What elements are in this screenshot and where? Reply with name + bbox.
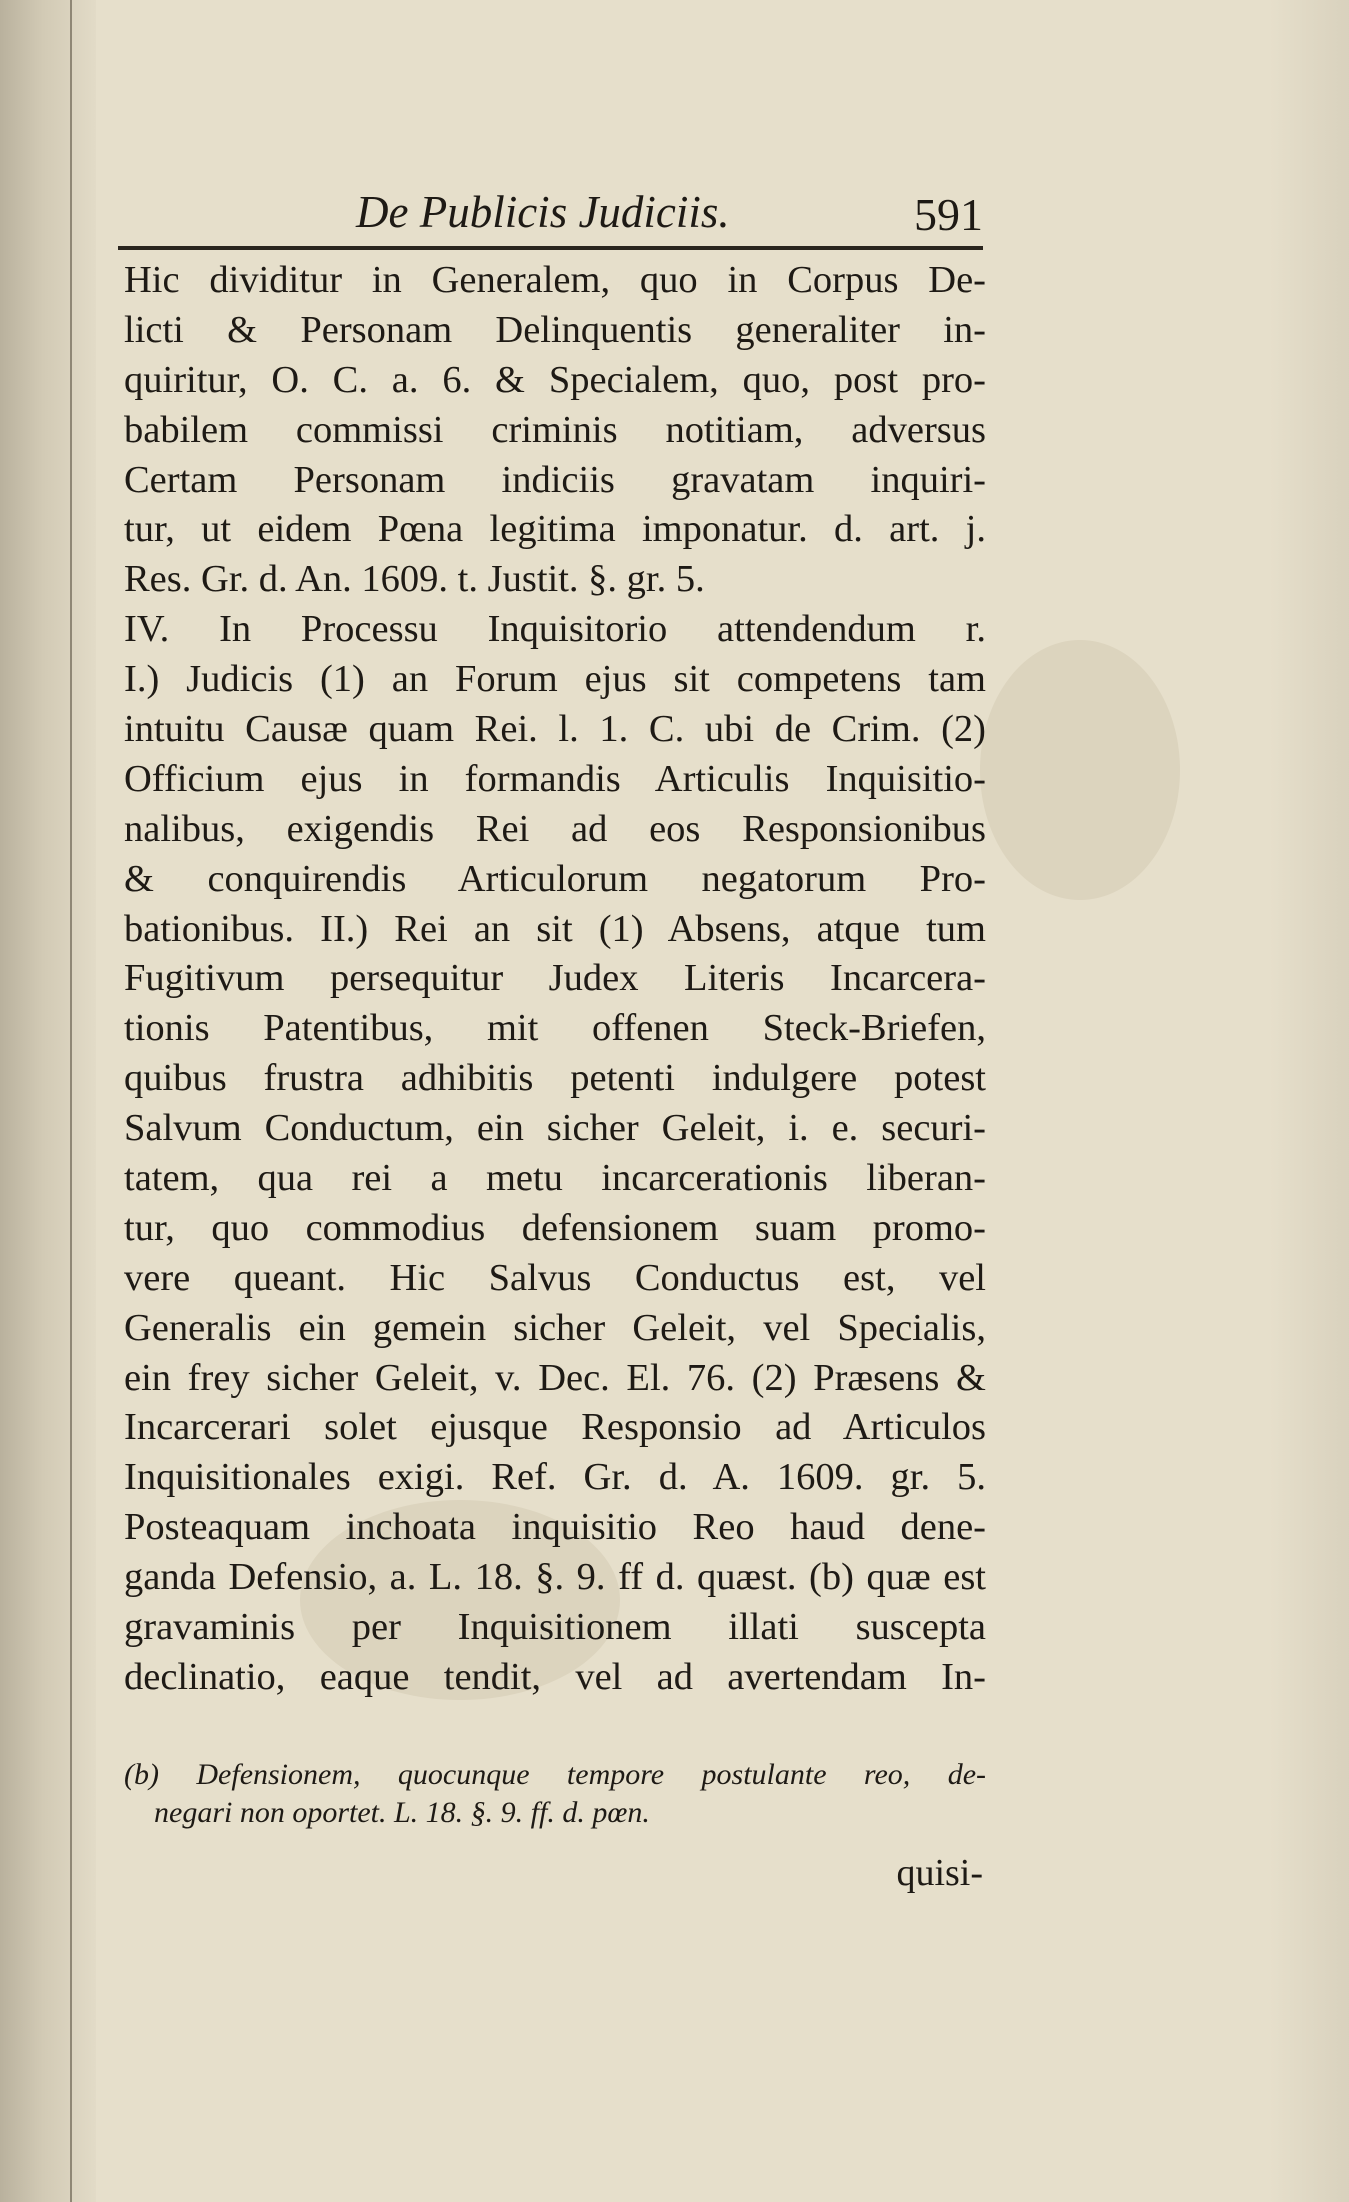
text-line: quiritur, O. C. a. 6. & Specialem, quo, post pro- [124, 358, 986, 401]
paper-stain [980, 640, 1180, 900]
text-line: bationibus. II.) Rei an sit (1) Absens, atque tum [124, 907, 986, 950]
text-line: Res. Gr. d. An. 1609. t. Justit. §. gr. 5. [124, 558, 705, 601]
text-line: Incarcerari solet ejusque Responsio ad Articulos [124, 1406, 986, 1449]
footnote [124, 1756, 986, 1832]
text-line: Hic dividitur in Generalem, quo in Corpus De- [124, 259, 986, 301]
footnote-line: (b) Defensionem, quocunque tempore postulante reo, de- [124, 1758, 986, 1791]
catchword: quisi- [896, 1852, 983, 1894]
text-line: gravaminis per Inquisitionem illati suscepta [124, 1606, 986, 1649]
text-line: I.) Judicis (1) an Forum ejus sit competens tam [124, 658, 986, 701]
text-line: tur, ut eidem Pœna legitima imponatur. d. art. j. [124, 508, 986, 551]
running-title: De Publicis Judiciis. [356, 187, 730, 237]
footnote-line: negari non oportet. L. 18. §. 9. ff. d. pœn. [154, 1796, 650, 1829]
text-line: tionis Patentibus, mit offenen Steck-Briefen, [124, 1007, 986, 1050]
text-line: IV. In Processu Inquisitorio attendendum r. [124, 608, 986, 651]
text-line: Inquisitionales exigi. Ref. Gr. d. A. 1609. gr. 5. [124, 1456, 986, 1499]
text-line: Fugitivum persequitur Judex Literis Incarcera- [124, 957, 986, 1000]
header-rule [118, 246, 983, 250]
text-line: ein frey sicher Geleit, v. Dec. El. 76. (2) Præsens & [124, 1356, 986, 1399]
page-number: 591 [914, 189, 983, 240]
text-line: licti & Personam Delinquentis generaliter in- [124, 308, 986, 351]
text-line: vere queant. Hic Salvus Conductus est, vel [124, 1256, 986, 1299]
text-line: babilem commissi criminis notitiam, adversus [124, 408, 986, 451]
text-line: nalibus, exigendis Rei ad eos Responsionibus [124, 807, 986, 850]
binding-edge-line [70, 0, 72, 2202]
text-line: Officium ejus in formandis Articulis Inquisitio- [124, 757, 986, 800]
text-line: quibus frustra adhibitis petenti indulgere potest [124, 1057, 986, 1100]
text-line: Salvum Conductum, ein sicher Geleit, i. e. securi- [124, 1107, 986, 1150]
text-line: declinatio, eaque tendit, vel ad avertendam In- [124, 1655, 986, 1698]
text-line: Generalis ein gemein sicher Geleit, vel Specialis, [124, 1306, 986, 1349]
page-header [118, 186, 983, 242]
text-line: intuitu Causæ quam Rei. l. 1. C. ubi de Crim. (2) [124, 708, 986, 751]
text-line: Posteaquam inchoata inquisitio Reo haud dene- [124, 1506, 986, 1549]
text-line: ganda Defensio, a. L. 18. §. 9. ff d. quæst. (b) quæ est [124, 1556, 986, 1599]
text-line: Certam Personam indiciis gravatam inquiri- [124, 458, 986, 501]
page-edge-shadow [1269, 0, 1349, 2202]
text-line: & conquirendis Articulorum negatorum Pro- [124, 857, 986, 900]
body-text [124, 256, 986, 1703]
binding-gutter [0, 0, 96, 2202]
text-line: tatem, qua rei a metu incarcerationis liberan- [124, 1157, 986, 1200]
text-line: tur, quo commodius defensionem suam promo- [124, 1206, 986, 1249]
